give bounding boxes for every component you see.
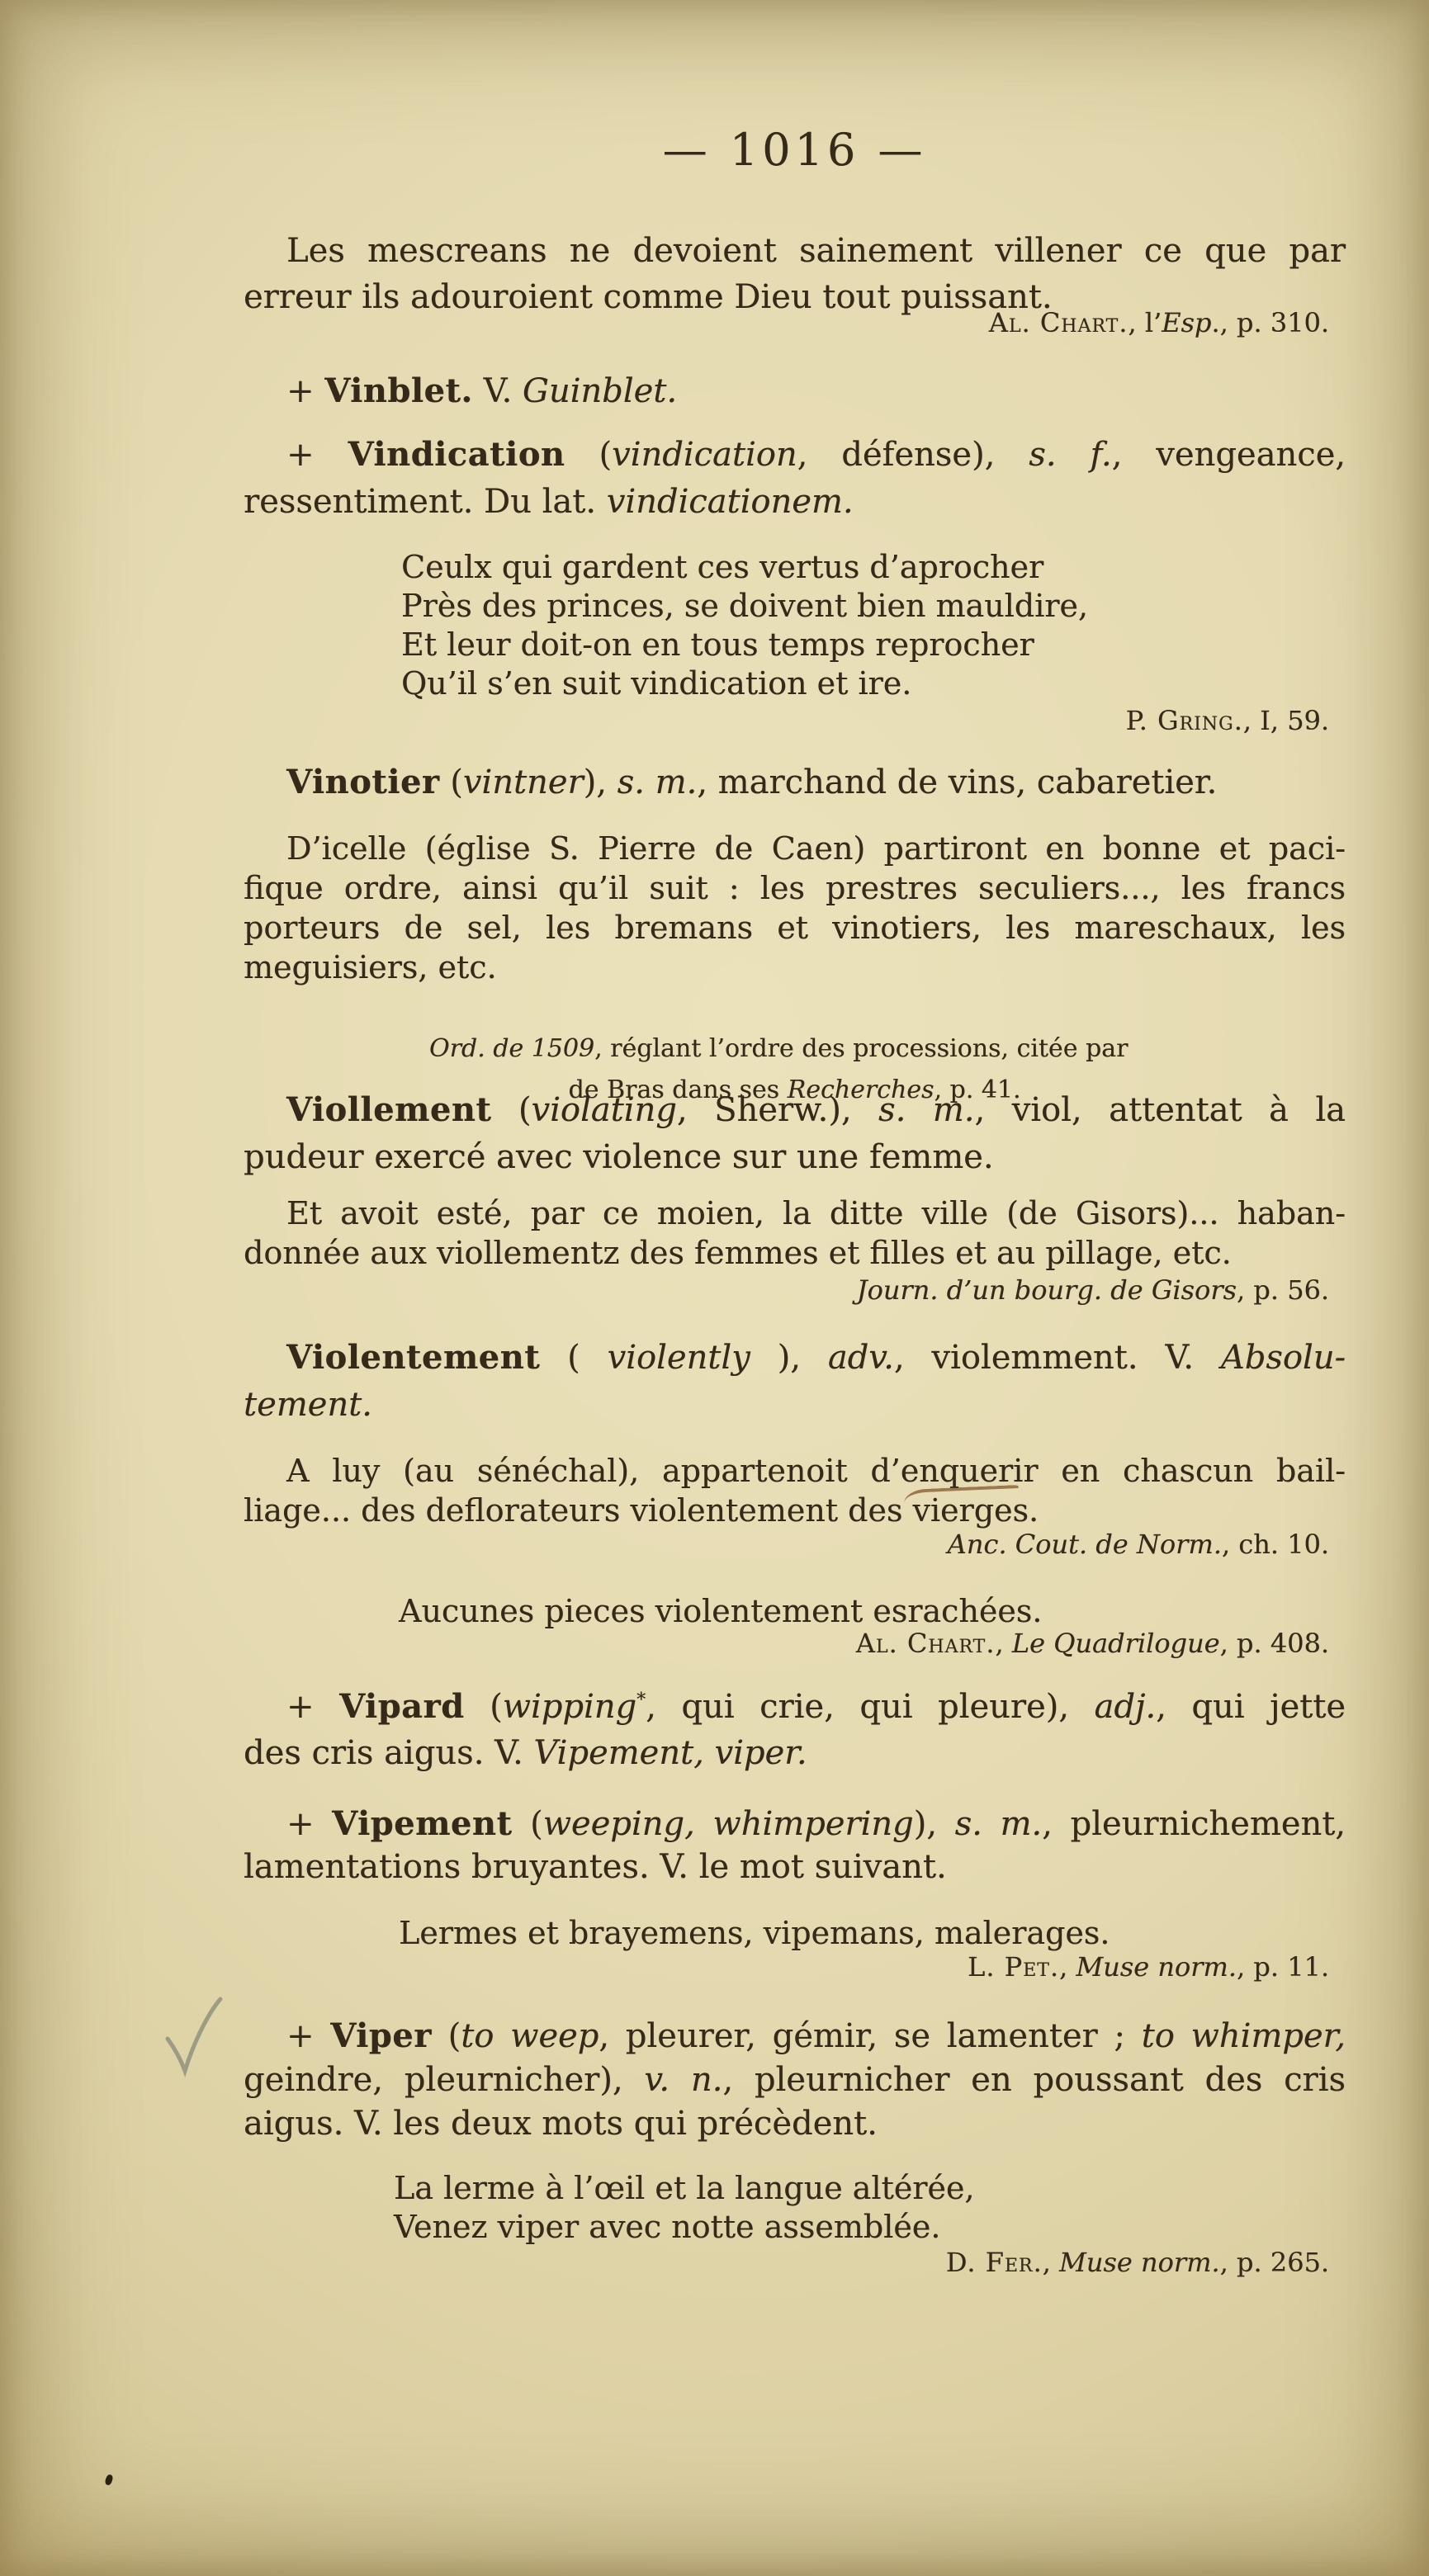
text-run: weeping, whimpering bbox=[542, 1805, 914, 1843]
text-run: vintner bbox=[462, 763, 584, 801]
text-line bbox=[244, 1529, 1329, 1560]
text-run: Esp bbox=[1162, 307, 1212, 338]
text-run: Aucunes pieces violentement esrachées. bbox=[399, 1593, 1043, 1629]
text-run: vindication bbox=[612, 436, 797, 474]
text-line bbox=[244, 948, 1346, 987]
text-run: Vindication bbox=[348, 435, 565, 474]
text-run: ( bbox=[491, 1091, 532, 1129]
text-line bbox=[244, 1803, 1346, 1846]
text-run: , p. 11. bbox=[1236, 1951, 1329, 1983]
text-run: ), bbox=[913, 1805, 955, 1843]
entry-vipard bbox=[244, 1684, 1346, 1776]
text-run: , Sherw.), bbox=[676, 1091, 879, 1129]
quote-a-luy bbox=[244, 1451, 1346, 1530]
verse-ceulx bbox=[401, 548, 1346, 703]
text-line bbox=[401, 587, 1346, 626]
text-run: Et leur doit-on en tous temps reprocher bbox=[401, 626, 1034, 663]
entry-vinotier bbox=[244, 759, 1346, 806]
citation-d-fer bbox=[244, 2247, 1346, 2278]
text-line bbox=[244, 2102, 1346, 2146]
text-line bbox=[244, 1730, 1346, 1776]
citation-anc-cout bbox=[244, 1529, 1346, 1560]
text-line bbox=[244, 1382, 1346, 1429]
text-run: v. n. bbox=[644, 2061, 723, 2099]
text-line bbox=[244, 1951, 1329, 1983]
text-run: s. f. bbox=[1029, 436, 1112, 474]
text-run: Anc. Cout. de Norm. bbox=[947, 1529, 1222, 1560]
text-line bbox=[401, 548, 1346, 587]
text-run: pudeur exercé avec violence sur une femme. bbox=[244, 1138, 994, 1176]
text-line bbox=[244, 1334, 1346, 1382]
text-run: , p. 265. bbox=[1219, 2247, 1329, 2278]
citation-quadrilogue bbox=[244, 1628, 1346, 1659]
text-run: + bbox=[286, 1688, 340, 1726]
entry-violentement bbox=[244, 1334, 1346, 1429]
text-line bbox=[244, 125, 1346, 175]
text-run: Viper bbox=[330, 2016, 432, 2055]
text-run: Près des princes, se doivent bien mauldire, bbox=[401, 588, 1088, 624]
text-line bbox=[244, 868, 1346, 908]
text-run: ( bbox=[439, 763, 463, 801]
text-line bbox=[244, 431, 1346, 479]
entry-vindication bbox=[244, 431, 1346, 526]
text-run: ( bbox=[565, 436, 613, 474]
text-run: , qui crie, qui pleure), bbox=[646, 1688, 1095, 1726]
text-line bbox=[244, 1193, 1346, 1233]
text-line bbox=[244, 2247, 1329, 2278]
text-run: Recherches bbox=[787, 1075, 935, 1104]
text-run: , réglant l’ordre des processions, citée par bbox=[594, 1034, 1129, 1063]
text-run: violating bbox=[531, 1091, 677, 1129]
entry-vinblet bbox=[244, 368, 1346, 414]
text-run: , qui jette bbox=[1156, 1688, 1346, 1726]
text-run: ., p. 310. bbox=[1211, 307, 1329, 338]
text-run: , pleurer, gémir, se lamenter ; bbox=[599, 2017, 1142, 2055]
text-run: , p. 408. bbox=[1219, 1628, 1329, 1659]
text-run: adv. bbox=[827, 1339, 894, 1377]
text-line bbox=[244, 1086, 1346, 1134]
text-run: Et avoit esté, par ce moien, la ditte ville (de Gisors)... haban- bbox=[286, 1195, 1346, 1231]
quote-et-avoit bbox=[244, 1193, 1346, 1273]
text-line bbox=[244, 1684, 1346, 1730]
text-run: , viol, attentat à la bbox=[974, 1091, 1346, 1129]
text-run: aigus. V. les deux mots qui précèdent. bbox=[244, 2105, 878, 2143]
text-run: Vipement, viper. bbox=[533, 1734, 807, 1772]
entry-viper bbox=[244, 2014, 1346, 2146]
text-line bbox=[244, 1274, 1329, 1306]
text-run: meguisiers, etc. bbox=[244, 949, 497, 985]
text-run: , bbox=[995, 1628, 1012, 1659]
text-run: s. m. bbox=[617, 763, 698, 801]
text-run: erreur ils adouroient comme Dieu tout puissant. bbox=[244, 278, 1053, 316]
text-run: to weep bbox=[461, 2017, 599, 2055]
text-run: Al. Chart. bbox=[988, 307, 1129, 338]
text-run: + bbox=[286, 2017, 331, 2055]
text-line bbox=[244, 908, 1346, 948]
text-run: vierges. bbox=[912, 1492, 1039, 1529]
citation-p-gring bbox=[244, 705, 1346, 736]
text-run: Le Quadrilogue bbox=[1011, 1628, 1220, 1659]
text-run: liage... des deflorateurs violentement des bbox=[244, 1492, 913, 1529]
text-run: V. bbox=[472, 372, 523, 410]
verse-la-lerme bbox=[394, 2169, 1346, 2247]
text-line bbox=[244, 1134, 1346, 1181]
text-run: Les mescreans ne devoient sainement villener ce que par bbox=[286, 232, 1346, 270]
text-line bbox=[244, 228, 1346, 274]
text-run: donnée aux viollementz des femmes et filles et au pillage, etc. bbox=[244, 1235, 1232, 1271]
text-run: , vengeance, bbox=[1111, 436, 1346, 474]
text-run: de Bras dans ses bbox=[568, 1075, 788, 1104]
quote-aucunes bbox=[399, 1591, 1346, 1631]
text-run: L. Pet. bbox=[967, 1951, 1059, 1983]
text-run: ( bbox=[512, 1805, 543, 1843]
text-line bbox=[244, 705, 1329, 736]
text-run: s. m. bbox=[954, 1805, 1043, 1843]
text-line bbox=[244, 1451, 1346, 1491]
text-run: Lermes et brayemens, vipemans, malerages. bbox=[399, 1915, 1110, 1951]
text-run: Absolu- bbox=[1220, 1339, 1346, 1377]
text-line bbox=[244, 1628, 1329, 1659]
entry-vipement bbox=[244, 1803, 1346, 1888]
text-run: to whimper, bbox=[1141, 2017, 1346, 2055]
text-run: , I, 59. bbox=[1242, 705, 1329, 736]
verse-lermes bbox=[399, 1913, 1346, 1953]
text-run: lamentations bruyantes. V. le mot suivant. bbox=[244, 1848, 947, 1886]
text-run: , p. 41. bbox=[934, 1075, 1021, 1104]
text-run: , violemment. V. bbox=[893, 1339, 1221, 1377]
text-run: , pleurnicher en poussant des cris bbox=[722, 2061, 1346, 2099]
text-line bbox=[244, 1491, 1346, 1530]
text-run: , marchand de vins, cabaretier. bbox=[697, 763, 1218, 801]
entry-viollement bbox=[244, 1086, 1346, 1181]
text-line bbox=[244, 2058, 1346, 2102]
text-run: geindre, pleurnicher), bbox=[244, 2061, 645, 2099]
text-run: violently bbox=[607, 1339, 750, 1377]
text-run: La lerme à l’œil et la langue altérée, bbox=[394, 2170, 975, 2206]
text-line bbox=[244, 759, 1346, 806]
text-run: + bbox=[286, 436, 348, 474]
text-line bbox=[244, 368, 1346, 414]
text-run: * bbox=[636, 1690, 646, 1711]
text-run: ( bbox=[540, 1339, 608, 1377]
text-run: D’icelle (église S. Pierre de Caen) partiront en bonne et paci- bbox=[286, 830, 1346, 867]
text-run: Ceulx qui gardent ces vertus d’aprocher bbox=[401, 549, 1044, 585]
text-run: Ord. de 1509 bbox=[429, 1034, 595, 1063]
text-run: Guinblet. bbox=[522, 372, 678, 410]
citation-al-chart-esp bbox=[244, 307, 1346, 338]
text-run: Vipement bbox=[332, 1804, 513, 1843]
text-run: — 1016 — bbox=[662, 124, 927, 176]
text-run: vindicationem. bbox=[606, 483, 854, 521]
citation-journ-gisors bbox=[244, 1274, 1346, 1306]
text-run: ), bbox=[583, 763, 617, 801]
text-run: adj. bbox=[1094, 1688, 1157, 1726]
text-line bbox=[394, 2169, 1346, 2208]
text-run: Muse norm. bbox=[1058, 2247, 1220, 2278]
citation-l-pet bbox=[244, 1951, 1346, 1983]
text-run: Qu’il s’en suit vindication et ire. bbox=[401, 665, 912, 702]
text-run: , bbox=[1042, 2247, 1059, 2278]
text-run: fique ordre, ainsi qu’il suit : les prestres seculiers..., les francs bbox=[244, 870, 1346, 906]
text-run: + bbox=[286, 372, 325, 410]
text-run: D. Fer. bbox=[945, 2247, 1043, 2278]
quote-dicelle bbox=[244, 829, 1346, 987]
text-line bbox=[244, 1846, 1346, 1888]
text-run: Muse norm. bbox=[1076, 1951, 1237, 1983]
text-run: + bbox=[286, 1805, 333, 1843]
text-line bbox=[399, 1913, 1346, 1953]
text-line bbox=[244, 2014, 1346, 2058]
text-line bbox=[244, 479, 1346, 526]
text-run: Viollement bbox=[286, 1090, 492, 1129]
text-run: wipping bbox=[502, 1688, 637, 1726]
text-run: , pleurnichement, bbox=[1042, 1805, 1346, 1843]
text-run: tement. bbox=[244, 1386, 372, 1424]
text-line bbox=[244, 829, 1346, 868]
text-run: , défense), bbox=[797, 436, 1029, 474]
text-line bbox=[401, 626, 1346, 664]
pencil-checkmark-icon bbox=[159, 1994, 225, 2078]
text-run: Vinotier bbox=[286, 763, 440, 801]
text-run: , bbox=[1059, 1951, 1076, 1983]
text-run: Al. Chart. bbox=[855, 1628, 996, 1659]
text-run: , ch. 10. bbox=[1221, 1529, 1329, 1560]
text-run: ), bbox=[750, 1339, 828, 1377]
text-run: ( bbox=[464, 1688, 503, 1726]
text-run: Vinblet. bbox=[324, 371, 473, 410]
text-line bbox=[401, 664, 1346, 703]
text-run: porteurs de sel, les bremans et vinotiers, les mareschaux, les bbox=[244, 910, 1346, 946]
text-run: , p. 56. bbox=[1236, 1274, 1329, 1306]
text-line bbox=[244, 1233, 1346, 1273]
text-run: P. Gring. bbox=[1125, 705, 1243, 736]
text-run: Vipard bbox=[339, 1687, 465, 1726]
text-run: ressentiment. Du lat. bbox=[244, 483, 607, 521]
text-run: A luy (au sénéchal), appartenoit d’enquerir en chascun bail- bbox=[286, 1453, 1346, 1489]
text-run: ( bbox=[431, 2017, 461, 2055]
text-line bbox=[399, 1591, 1346, 1631]
text-line bbox=[244, 1028, 1346, 1070]
text-run: s. m. bbox=[878, 1091, 975, 1129]
page-number bbox=[244, 125, 1346, 175]
text-line bbox=[394, 2208, 1346, 2247]
text-run: Venez viper avec notte assemblée. bbox=[394, 2209, 941, 2245]
text-line bbox=[244, 307, 1329, 338]
text-run: Journ. d’un bourg. de Gisors bbox=[856, 1274, 1237, 1306]
text-run: des cris aigus. V. bbox=[244, 1734, 534, 1772]
text-run: , l’ bbox=[1128, 307, 1162, 338]
ink-speck bbox=[104, 2474, 114, 2486]
text-run: Violentement bbox=[286, 1338, 541, 1377]
